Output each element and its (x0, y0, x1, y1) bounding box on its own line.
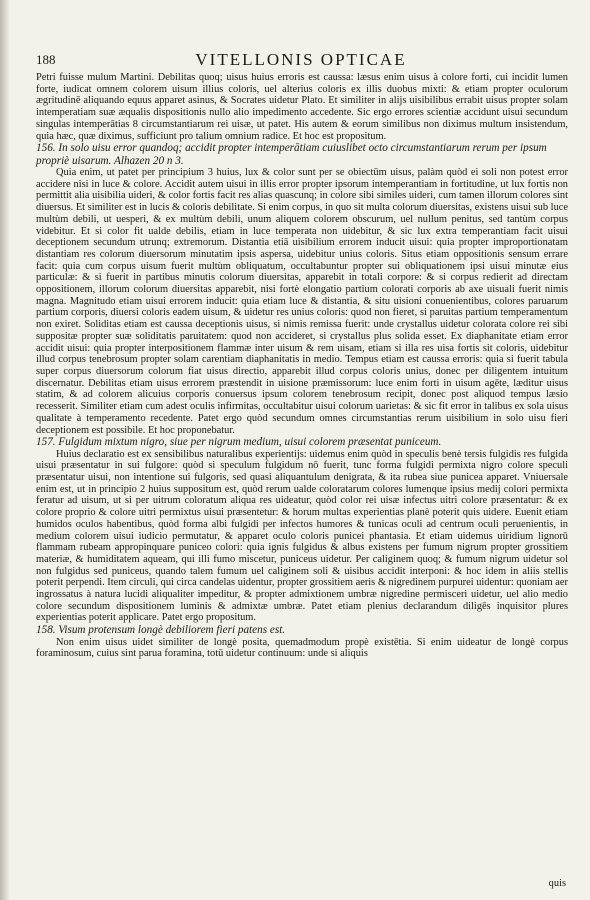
paragraph-proposition-158: Non enim uisus uidet similiter de longè posita, quemadmodum propè existētia. Si enim uideatur de longè corpus foraminosum, cuius sint parua foramina, totū uidetur continuum: unde si aliquis (36, 636, 568, 660)
paragraph-proposition-156: Quia enim, ut patet per principium 3 huius, lux & color sunt per se obiectūm uisus, palàm quòd ei soli non potest error accidere nisi in luce & colore. Accidit autem uisui in illis error propter ipsorum intemperantiam in fortitudine, ut lux fortis non permittit alia uisibilia uideri, & color fortis facit res alias quascunq; in colore sibi similes uideri, cum tamen illorum colores sint diuersus. Et similiter est in lucis & coloris debilitate. Si enim corpus, in quo sit multa colorum diuersitas, existens uisui sub luce multùm debili, ut uesperi, & ex multùm debili, unum aliquem colorem obscurum, uel nullum penitus, sed tantùm corpus videbitur. Et si color fit ualde debilis, etiam in luce temperata non uidebitur, & sic lux extra temperantiam facit uisui deceptionem secundum utrunq; extremorum. Distantia etiā uisibilium errorem inducit uisui: quia propter improportionatam distantiam res colorum diuersorum minutatim ipsis aspersa, uidebitur unius coloris. Situs etiam oppositionis sensum errare facit: quia cum corpus uisum fuerit multùm obliquatum, occultabuntur propter sui obliquationem ipsi uisui minutæ eius particulæ: & si fuerit in partibus minutis colorum diuersitas, apparebit in totali corpore: & si corpus redierit ad directam oppositionem, illorum colorum diuersitas apparebit, nisi fortè elongatio partium colorati corporis ab axe uisuali fuerit nimis magna. Magnitudo etiam uisui errorem inducit: quia etiam luce & distantia, & situ uisioni conuenientibus, colores paruarum partium corporis, diuersi coloris eadem uisum, & uidetur res unius coloris: quod non fieret, si paruitas partium temperamentum non exiret. Soliditas etiam est caussa deceptionis uisus, si nimis remissa fuerit: unde crystallus uidetur colorata colore rei sibi suppositæ propter suæ soliditatis paruitatem: quod non accideret, si crystallus plus solida esset. Ex diaphanitate etiam error accidit uisui: quia propter interpositionem flammæ inter uisum & rem uisam, etiam si illa res uisa fortis sit coloris, uidebitur illud corpus tenebrosum propter solam carentiam diaphanitatis in medio. Tempus etiam est caussa erroris: quia si fuerit tabula super corpus diuersorum colorum fiat uisus directio, apparebit illud corpus coloris unius, donec per diligentem intuitum discernatur. Debilitas etiam uisus errorem præstendit in uisione præmissorum: luce enim forti in uisum agēte, læditur uisus statim, & ad colorem alicuius corporis conuersus ipsum colorem tenebrosum recipit, donec post aliquod tempus læsio recesserit. Similiter etiam cum adest oculis infirmitas, occultabitur uisui colorum uarietas: & sic fit error in talibus ex sola uisus qualitate à temperamento recedente. Patet ergo quòd secundum omnes circumstantias rerum uisibilium in solo uisu fieri deceptionem est possibile. Et hoc proponebatur. (36, 167, 568, 436)
page-gutter-shadow (0, 0, 10, 900)
proposition-heading-157: 157. Fulgidum mixtum nigro, siue per nigrum medium, uisui colorem præsentat puniceum. (36, 436, 442, 449)
proposition-heading-156: 156. In solo uisu error quandoq; accidit propter intemperātiam cuiuslibet octo circumstantiarum rerum per ipsum propriè uisarum. Alhazen 20 n 3. (36, 142, 547, 167)
page-header (36, 50, 566, 72)
page-number: 188 (36, 52, 56, 67)
paragraph-continuation: Petri fuisse mulum Martini. Debilitas quoq; uisus huius erroris est caussa: læsus enim uisus à colore forti, cui incidit lumen forte, iudicat omnem colorem uisum illius coloris, uel alterius coloris ex illis duobus mixti: & etiam propter oculorum ægritudinē aliquando equus apparet asinus, & Socrates uidetur Plato. Et similiter in alijs uisibilibus errabit uisus propter solam intemperatiam suæ æqualis dispositionis nullo alio impedimento accedente. Sic ergo errores scientiæ accidunt uisui secundum singulas intemperātias 8 circumstantiarum rei uisæ, ut patet. His autem & eorum similibus non diximus multum insistendum, quia hæc, quæ diximus, sufficiunt pro talium omnium radice. Et hoc est propositum. (36, 72, 568, 142)
running-title: VITELLONIS OPTICAE (195, 50, 407, 69)
paragraph-proposition-157: Huius declaratio est ex sensibilibus naturalibus experientijs: uidemus enim quòd in speculis benè tersis fulgidis res fulgida uisui præsentatur in sui fulgore: quòd si speculum fulgidum nō fuerit, tunc forma fulgidi permixta nigro colore speculi præsentatur uisui, non intentione sui fulgoris, sed quasi aliquantulum denigrata, & ita rubea siue punicea apparet. Vniuersale enim est, ut in principio 2 huius suppositum est, quòd rerum ualde coloratarum colores lumenque ipsius medij colori permixta feratur ad uisum, ut si per uitrum coloratum aliqua res uideatur, quòd color rei uisæ infectus uitri colore præsentatur: & ex colore proprio & colore uitri permixtus uisui præsentetur: & horum multas experientias planè poterit quis uidere. Euenit etiam humidos oculos habentibus, quòd forma albi fulgidi per infectos humores & tunicas oculi ad centrum oculi peruenientis, in medium colorem uisui iudicio permutatur, & apparet oculo coloris punicei phantasia. Et etiam uidemus uiridium lignorū flammam rubeam appropinquare puniceo colori: quia ignis fulgidus & albus existens per fumum nigrum propter grossitiem materiæ, & humiditatem aqueam, qui illi fumo miscetur, puniceus uidetur. Per caliginem quoq; & fumum nigrum uidetur sol non fulgidus sed puniceus, quando talem fumum uel caliginem soli & uisibus accidit interponi: & hoc idem in aliis stellis poterit perpendi. Item circuli, qui circa candelas uidentur, propter grossitiem aeris & nigredinem purpurei uidentur: quoniam aer ingrossatus à natura lucidi aliqualiter impeditur, & propter admixtionem umbræ nigredine permisceri uidetur, uel alio medio colore secundum dispositionem luminis & admixtæ umbræ. Patet etiam plenius declarandum diligēs inquisitor plures experientias poterit applicare. Patet ergo propositum. (36, 448, 568, 624)
catchword: quis (548, 878, 566, 889)
proposition-heading-158: 158. Visum protensum longè debiliorem fieri patens est. (36, 624, 286, 637)
body-text (36, 72, 568, 660)
